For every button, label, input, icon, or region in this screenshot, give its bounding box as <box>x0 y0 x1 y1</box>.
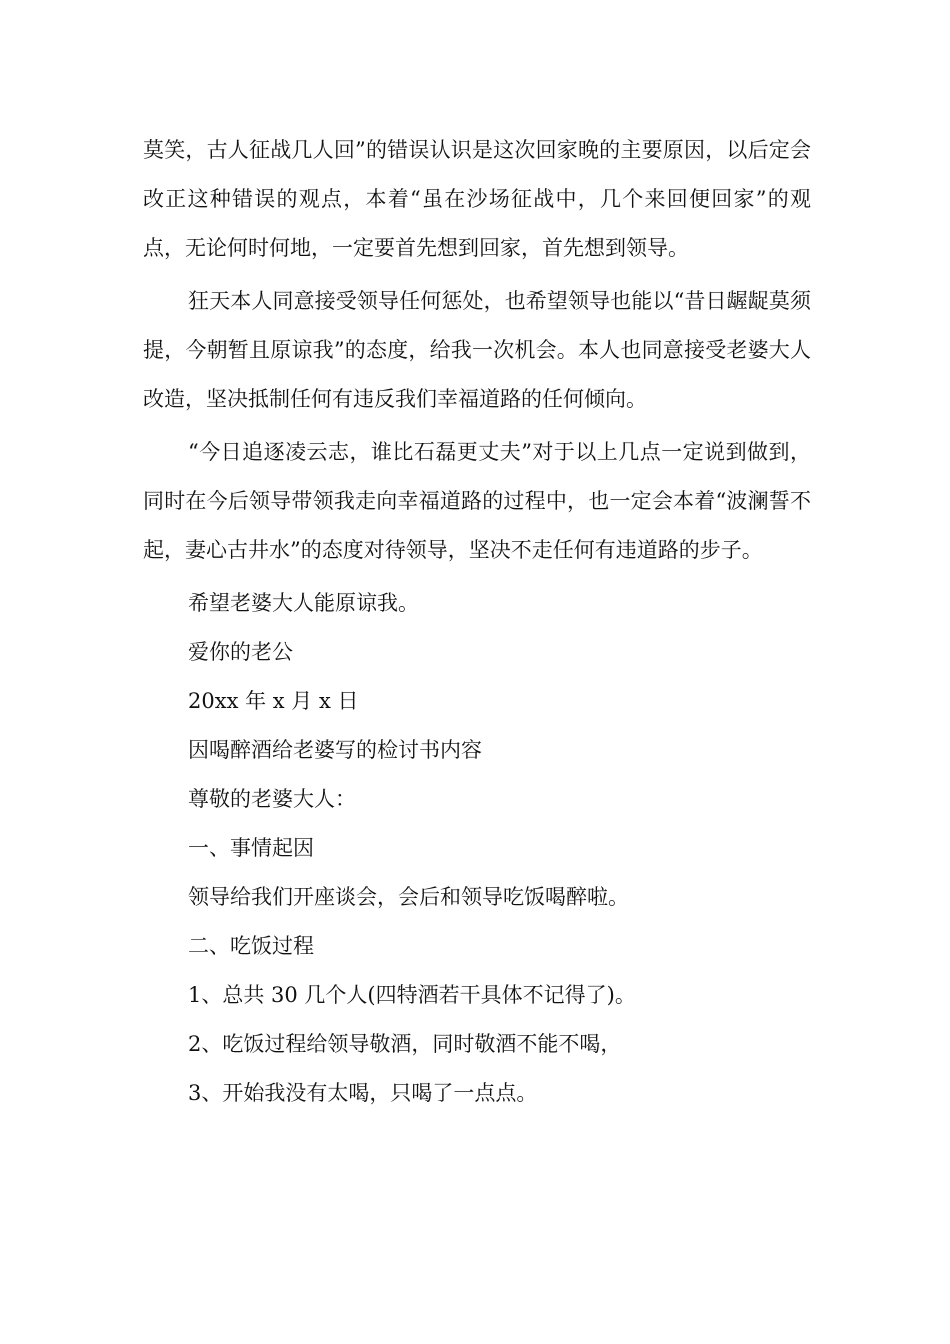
salutation: 尊敬的老婆大人： <box>188 787 356 811</box>
paragraph-promise: “今日追逐凌云志，谁比石磊更丈夫”对于以上几点一定说到做到，同时在今后领导带领我走向幸福道路的过程中，也一定会本着“波澜誓不起，妻心古井水”的态度对待领导，坚决不走任何有违道路的步子。 <box>143 440 811 562</box>
paragraph-punishment: 狂天本人同意接受领导任何惩处，也希望领导也能以“昔日龌龊莫须提，今朝暂且原谅我”的态度，给我一次机会。本人也同意接受老婆大人改造，坚决抵制任何有违反我们幸福道路的任何倾向。 <box>143 289 811 411</box>
cause-text: 领导给我们开座谈会，会后和领导吃饭喝醉啦。 <box>188 885 629 909</box>
process-item-3: 3、开始我没有太喝，只喝了一点点。 <box>188 1081 538 1105</box>
process-item-1: 1、总共 30 几个人(四特酒若干具体不记得了)。 <box>188 983 636 1007</box>
heading-cause: 一、事情起因 <box>188 836 314 860</box>
process-item-2: 2、吃饭过程给领导敬酒，同时敬酒不能不喝， <box>188 1032 622 1056</box>
section-title: 因喝醉酒给老婆写的检讨书内容 <box>188 738 482 762</box>
paragraph-continuation: 莫笑，古人征战几人回”的错误认识是这次回家晚的主要原因，以后定会改正这种错误的观点，本着“虽在沙场征战中，几个来回便回家”的观点，无论何时何地，一定要首先想到回家，首先想到领导。 <box>143 138 811 260</box>
signature: 爱你的老公 <box>188 640 293 664</box>
closing-wish: 希望老婆大人能原谅我。 <box>188 591 419 615</box>
date-line: 20xx 年 x 月 x 日 <box>188 689 359 713</box>
heading-process: 二、吃饭过程 <box>188 934 314 958</box>
document-body <box>143 126 811 1118</box>
